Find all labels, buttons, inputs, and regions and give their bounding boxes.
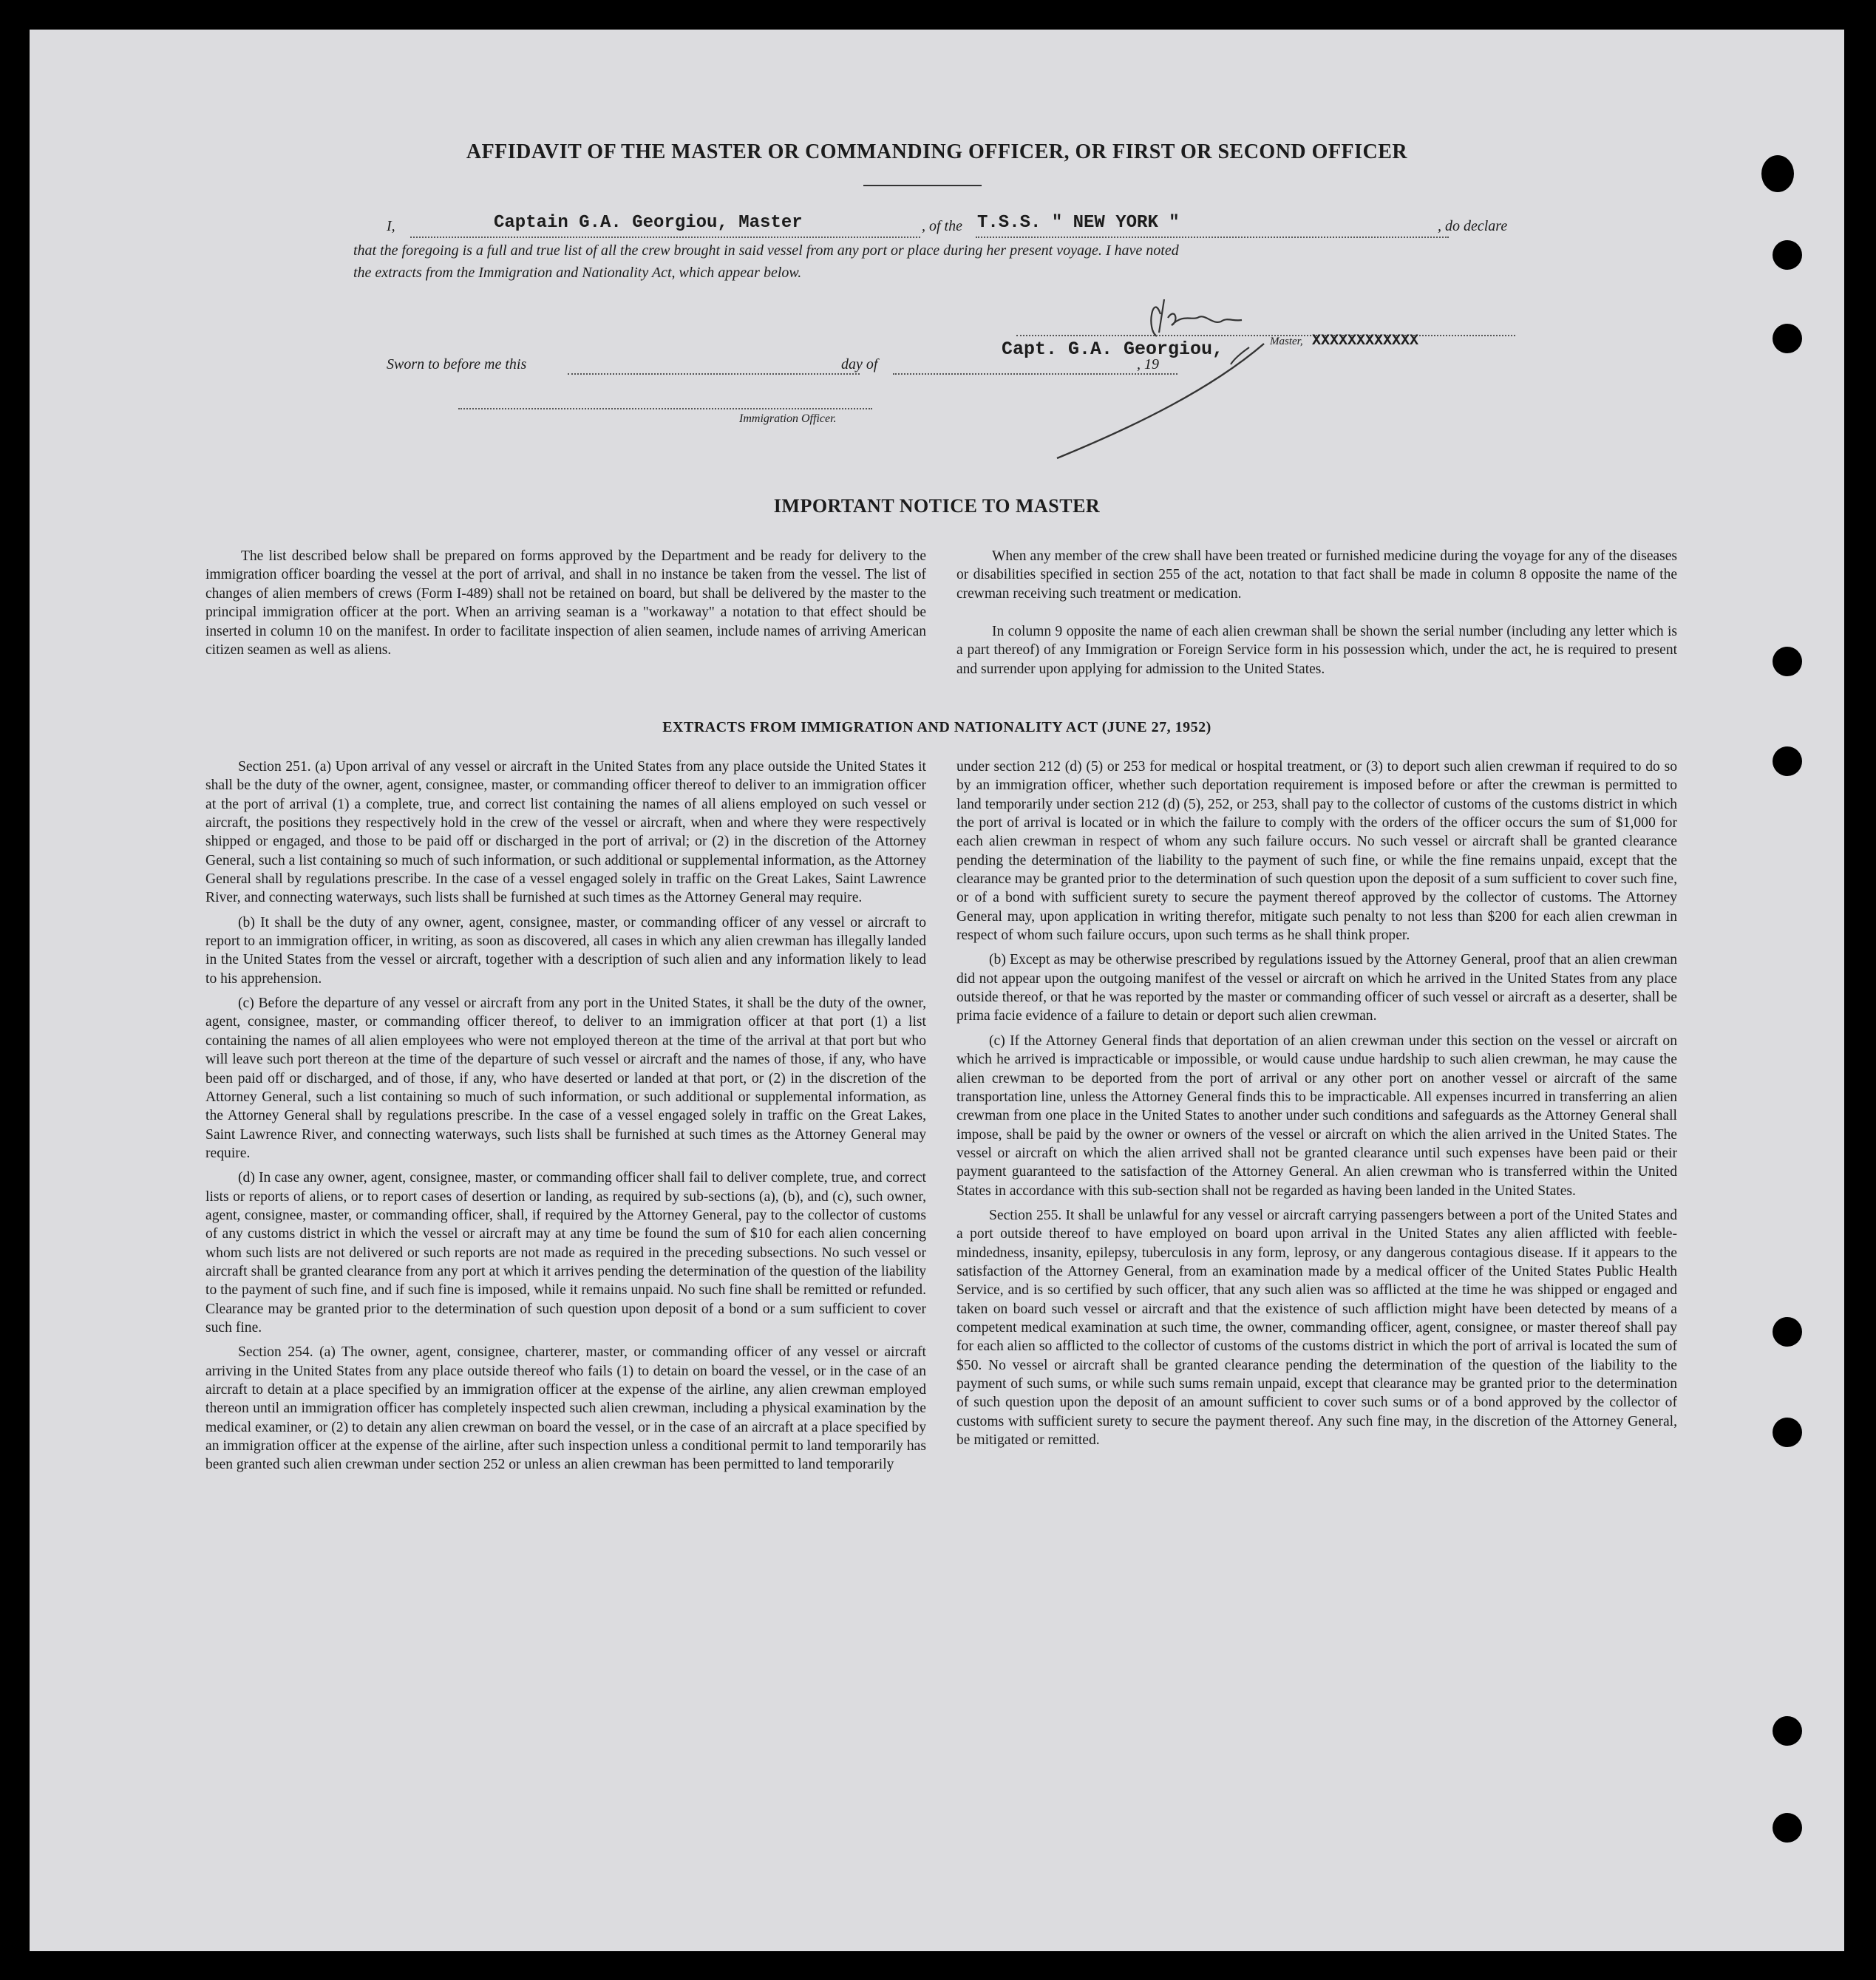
notice-right-2: In column 9 opposite the name of each alien crewman shall be shown the serial number (including any letter which is a part thereof) of any Immigration or Foreign Service form in his possession which, under the act, he is required to present and surrender upon applying for admission to the United States.: [956, 624, 1677, 677]
officer-label: Immigration Officer.: [739, 412, 837, 425]
name-field-line: [410, 237, 920, 238]
sworn-month-line: [893, 373, 1177, 375]
section-254-b: (b) Except as may be otherwise prescribed by regulations issued by the Attorney General, proof that an alien crewman did not appear upon the outgoing manifest of the vessel or aircraft on which he arrived in the United States from any place outside thereof, or that he was reported by the master or commanding officer of such vessel or aircraft as a deserter, shall be prima facie evidence of a failure to detain or deport such alien crewman.: [956, 952, 1677, 1024]
section-255: Section 255. It shall be unlawful for any vessel or aircraft carrying passengers between a port of the United States and a port outside thereof to have employed on board upon arrival in the United States any alien afflicted with feeble-mindedness, insanity, epilepsy, tuberculosis in any form, leprosy, or any dangerous contagious disease. If it appears to the satisfaction of the Attorney General, from an examination made by a medical officer of the United States Public Health Service, and is so certified by such officer, that any such alien was so afflicted at the time he was shipped or engaged and taken on board such vessel or aircraft and that the existence of such affliction might have been detected by means of a competent medical examination at such time, the owner, commanding officer, agent, consignee, or master thereof shall pay for each alien so afflicted to the collector of customs of the customs district in which the port of arrival is located the sum of $50. No vessel or aircraft shall be granted clearance pending the determination of the question of the liability to the payment of such sums, or while such sums remain unpaid, except that clearance may be granted prior to the determination of such question upon the deposit of an amount sufficient to cover such sums or of a bond approved by the collector of customs with sufficient surety to secure the payment thereof. Any such fine may, in the discretion of the Attorney General, be mitigated or remitted.: [956, 1207, 1677, 1449]
i-label: I,: [387, 218, 395, 234]
signature-line: [1016, 335, 1515, 336]
officer-line: [458, 408, 872, 409]
day-of-label: day of: [841, 356, 878, 372]
punch-hole: [1773, 1418, 1802, 1447]
affidavit-title: AFFIDAVIT OF THE MASTER OR COMMANDING OFFICER, OR FIRST OR SECOND OFFICER: [466, 140, 1408, 163]
do-declare-label: , do declare: [1438, 218, 1508, 234]
section-251-a: Section 251. (a) Upon arrival of any vessel or aircraft in the United States from any place outside the United States it shall be the duty of the owner, agent, consignee, master, or commanding officer thereof to deliver to an immigration officer at the port of arrival (1) a complete, true, and correct list containing the names of all aliens employed on such vessel or aircraft, the positions they respectively hold in the crew of the vessel or aircraft, when and where they were respectively shipped or engaged, and those to be paid off or discharged in the port of arrival; or (2) in the discretion of the Attorney General, such a list containing so much of such information, or such additional or supplemental information, as the Attorney General shall by regulations prescribe. In the case of a vessel engaged solely in traffic on the Great Lakes, Saint Lawrence River, and connecting waterways, such lists shall be furnished at such times as the Attorney General may require.: [205, 759, 926, 906]
notice-right-1: When any member of the crew shall have been treated or furnished medicine during the voyage for any of the diseases or disabilities specified in section 255 of the act, notation to that fact shall be made in column 8 opposite the name of the crewman receiving such treatment or medication.: [956, 548, 1677, 602]
section-251-d: (d) In case any owner, agent, consignee, master, or commanding officer shall fail to deliver complete, true, and correct lists or reports of aliens, or to report cases of desertion or landing, as required by sub-sections (a), (b), and (c), such owner, agent, consignee, master, or commanding officer, shall, if required by the Attorney General, pay to the collector of customs of any customs district in which the vessel or aircraft may at any time be found the sum of $10 for each alien concerning whom such lists are not delivered or such reports are not made as required in the preceding subsections. No such vessel or aircraft shall be granted clearance from any port at which it arrives pending the determination of the question of the liability to the payment of such fine, and if such fine is imposed, while it remains unpaid. No such fine shall be remitted or refunded. Clearance may be granted prior to the determination of such question upon deposit of a bond or a sum sufficient to cover such fine.: [205, 1170, 926, 1336]
master-label: Master,: [1270, 336, 1303, 347]
sworn-label: Sworn to before me this: [387, 356, 527, 372]
punch-hole: [1761, 155, 1794, 192]
sworn-day-line: [568, 373, 860, 375]
affidavit-line-2: that the foregoing is a full and true list of all the crew brought in said vessel from any port or place during her present voyage. I have noted: [353, 242, 1179, 259]
punch-hole: [1773, 324, 1802, 353]
notice-title: IMPORTANT NOTICE TO MASTER: [773, 495, 1101, 517]
affidavit-line-3: the extracts from the Immigration and Nationality Act, which appear below.: [353, 265, 802, 281]
of-the-label: , of the: [922, 218, 962, 234]
punch-hole: [1773, 1716, 1802, 1746]
section-254-a: Section 254. (a) The owner, agent, consignee, charterer, master, or commanding officer of any vessel or aircraft arriving in the United States from any place outside thereof who fails (1) to detain on board the vessel, or in the case of an aircraft to detain at a place specified by an immigration officer at the expense of the airline, any alien crewman employed thereon until an immigration officer has completely inspected such alien crewman, including a physical examination by the medical examiner, or (2) to detain any alien crewman on board the vessel, or in the case of an aircraft at a place specified by an immigration officer at the expense of the airline, after such inspection unless a conditional permit to land temporarily has been granted such alien crewman under section 252 or unless an alien crewman has been permitted to land temporarily: [205, 1344, 926, 1473]
document-page: [30, 30, 1844, 1951]
vessel-field-line: [976, 237, 1449, 238]
notice-left: The list described below shall be prepared on forms approved by the Department and be ready for delivery to the immigration officer boarding the vessel at the port of arrival, and shall in no instance be taken from the vessel. The list of changes of alien members of crews (Form I-489) shall not be retained on board, but shall be delivered by the master to the principal immigration officer at the port. When an arriving seaman is a "workaway" a notation to that effect should be inserted in column 10 on the manifest. In order to facilitate inspection of alien seamen, include names of arriving American citizen seamen as well as aliens.: [205, 548, 926, 659]
extracts-left-column: [205, 758, 926, 1480]
section-254-a-cont: under section 212 (d) (5) or 253 for medical or hospital treatment, or (3) to deport such alien crewman if required to do so by an immigration officer, whether such deportation requirement is imposed before or after the crewman is permitted to land temporarily under section 212 (d) (5), 252, or 253, shall pay to the collector of customs of the customs district in which the port of arrival is located or in which the failure to comply with the orders of the officer occurs the sum of $1,000 for each alien crewman in respect of whom any such failure occurs. No such vessel or aircraft shall be granted clearance pending the determination of the liability to the payment of such fine, or while the fine remains unpaid, except that the clearance may be granted prior to the determination of such question upon the deposit of a sum sufficient to cover such fine, or of a bond with sufficient surety to secure the payment thereof approved by the collector of customs. The Attorney General may, upon application in writing therefor, mitigate such penalty to not less than $200 for each alien crewman in respect of whom such failure occurs, upon such terms as he shall think proper.: [956, 759, 1677, 944]
vessel-name: T.S.S. " NEW YORK ": [977, 213, 1180, 233]
punch-hole: [1773, 1813, 1802, 1843]
struck-text: XXXXXXXXXXXX: [1312, 333, 1419, 350]
punch-hole: [1773, 647, 1802, 676]
punch-hole: [1773, 240, 1802, 270]
extracts-right-column: [956, 758, 1677, 1455]
section-251-b: (b) It shall be the duty of any owner, agent, consignee, master, or commanding officer of any vessel or aircraft to report to an immigration officer, in writing, as soon as discovered, all cases in which any alien crewman has illegally landed in the United States from the vessel or aircraft, together with a description of such alien and any information likely to lead to his apprehension.: [205, 914, 926, 987]
section-254-c: (c) If the Attorney General finds that deportation of an alien crewman under this section on the vessel or aircraft on which he arrived is impracticable or impossible, or would cause undue hardship to such alien crewman, he may cause the alien crewman to be deported from the port of arrival or any other port on another vessel or aircraft of the same transportation line, unless the Attorney General finds this to be impracticable. All expenses incurred in transferring an alien crewman from one place in the United States to another under such conditions and safeguards as the Attorney General shall impose, shall be paid by the owner or owners of the vessel or aircraft on which the alien arrived in the United States. The vessel or aircraft on which the alien arrived shall not be granted clearance until such expenses have been paid or their payment guaranteed to the satisfaction of the Attorney General. An alien crewman who is transferred within the United States in accordance with this sub-section shall not be regarded as having been landed in the United States.: [956, 1032, 1677, 1199]
title-rule: [863, 185, 982, 186]
punch-hole: [1773, 1317, 1802, 1347]
punch-hole: [1773, 746, 1802, 776]
extracts-title: EXTRACTS FROM IMMIGRATION AND NATIONALITY ACT (JUNE 27, 1952): [662, 719, 1211, 735]
typed-signature: Capt. G.A. Georgiou,: [1002, 338, 1224, 360]
master-name: Captain G.A. Georgiou, Master: [494, 213, 803, 233]
year-label: , 19: [1137, 356, 1159, 372]
section-251-c: (c) Before the departure of any vessel or aircraft from any port in the United States, it shall be the duty of the owner, agent, consignee, master, or commanding officer thereof, to deliver to an immigration officer at that port (1) a list containing the names of all alien employees who were not employed thereon at the time of the arrival at that port but who will leave such port thereon at the time of the departure of such vessel or aircraft and the names of those, if any, who have been paid off or discharged, and of those, if any, who have deserted or landed at that port, or (2) in the discretion of the Attorney General, such a list containing so much of such information, or such additional or supplemental information, as the Attorney General shall by regulations prescribe. In the case of a vessel engaged solely in traffic on the Great Lakes, Saint Lawrence River, and connecting waterways, such lists shall be furnished at such times as the Attorney General may require.: [205, 996, 926, 1161]
